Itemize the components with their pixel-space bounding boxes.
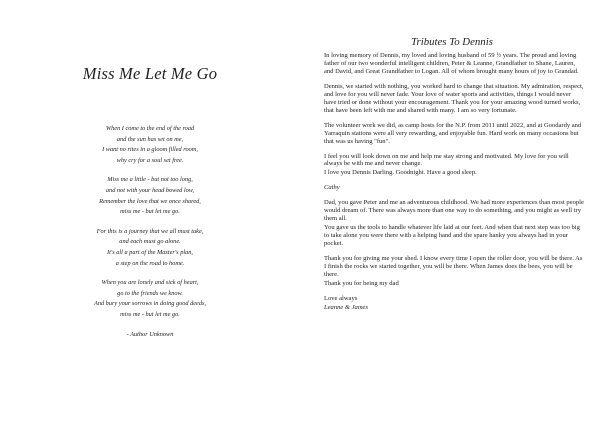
poem-line: miss me - but let me go. (120, 208, 180, 216)
poem-line: I want no rites in a gloom filled room, (102, 146, 198, 154)
poem-line: a step on the road to home. (115, 259, 185, 267)
poem-title: Miss Me Let Me Go (82, 64, 218, 83)
tribute-paragraph: In loving memory of Dennis, my loved and loving husband of 59 ½ years. The proud and loving father of our two wonderful intelligent children, Peter & Leanne, Grandfather to Shane, Lauren, and David, and Great Grandfather to Logan. All of whom brought many hours of joy to Grandad. (324, 52, 579, 75)
poem-line: and not with your head bowed low, (105, 186, 195, 194)
poem-line: And bury your sorrows in doing good deeds, (93, 300, 207, 308)
poem-author: - Author Unknown (126, 330, 174, 338)
poem-line: miss me - but let me go. (120, 310, 180, 318)
tribute-paragraph: Thank you for giving me your shed. I know every time I open the roller door, you will be there. As I finish the rocks we started together, you will be there. When James does the bees, you will be there. (324, 255, 583, 278)
poem-stanza (0, 175, 300, 217)
poem-line: go to the friends we know. (117, 289, 183, 297)
tribute-paragraph: Dad, you gave Peter and me an adventurous childhood. We had more experiences than most people would dream of. There was always more than one way to do something, and you might as well try them all. (324, 199, 584, 223)
tribute-closing: Love always (324, 294, 358, 302)
poem-line: When I come to the end of the road (105, 125, 195, 132)
tributes-page (318, 0, 586, 425)
tribute-signature: Leanne & James (324, 303, 368, 311)
tributes-title: Tributes To Dennis (411, 36, 493, 48)
poem-line: and the sun has set on me, (116, 135, 184, 143)
tribute-signature: Cathy (324, 184, 340, 192)
poem-line: It's all a part of the Master's plan, (107, 248, 193, 256)
poem-line: and each must go alone. (119, 238, 181, 246)
poem-stanza (0, 227, 300, 269)
poem-line: Miss me a little - but not too long, (107, 176, 193, 184)
poem-body (0, 124, 300, 340)
poem-stanza (0, 124, 300, 166)
tributes-body (324, 52, 584, 319)
tribute-paragraph: You gave us the tools to handle whatever life laid at our feet. And when that next step was too big to take alone you were there with a helping hand and the spare hanky you always had in your pocket. (324, 224, 580, 248)
tribute-paragraph: The volunteer work we did, as camp hosts for the N.P. from 2011 until 2022, and at Goodardy and Yarraquin stations were all very rewarding, and enjoyable fun. Hard work on many occasions but that was us having "fun". (324, 121, 582, 145)
tribute-paragraph: Dennis, we started with nothing, you worked hard to change that situation. My admiration, respect, and love for you will never fade. Your love of water sports and activities, things I would never have tried or done without your encouragement. Thank you for your amazing wood turned works, that have been left with me and shared with many. I am so very fortunate. (324, 82, 584, 114)
poem-stanza (0, 278, 300, 320)
tribute-paragraph: Thank you for being my dad (324, 279, 399, 287)
poem-line: When you are lonely and sick of heart, (101, 279, 199, 287)
poem-line: why cry for a soul set free. (116, 156, 184, 164)
tribute-paragraph: I love you Dennis Darling. Goodnight. Have a good sleep. (324, 169, 477, 177)
tribute-paragraph: I feel you will look down on me and help me stay strong and motivated. My love for you will always be with me and never change. (324, 152, 569, 168)
poem-line: Remember the love that we once shared, (99, 197, 201, 205)
poem-line: For this is a journey that we all must take, (96, 227, 204, 235)
